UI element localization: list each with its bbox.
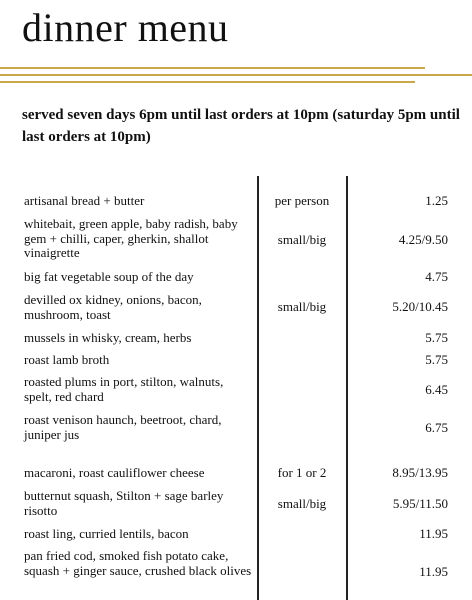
item-name: roast ling, curried lentils, bacon — [24, 526, 189, 541]
item-name: devilled ox kidney, onions, bacon, mushroom, toast — [24, 292, 202, 322]
item-name: big fat vegetable soup of the day — [24, 269, 194, 284]
item-name: roast lamb broth — [24, 352, 110, 367]
item-name: artisanal bread + butter — [24, 193, 145, 208]
item-price: 5.20/10.45 — [392, 299, 448, 314]
item-price: 4.75 — [425, 269, 448, 284]
item-name: mussels in whisky, cream, herbs — [24, 330, 192, 345]
item-name: whitebait, green apple, baby radish, baby gem + chilli, caper, gherkin, shallot vinaigrette — [24, 216, 238, 260]
item-size: per person — [274, 193, 330, 208]
item-price: 5.75 — [425, 352, 448, 367]
gold-rule-top — [0, 67, 425, 69]
item-size: small/big — [277, 299, 327, 314]
item-name: macaroni, roast cauliflower cheese — [24, 465, 205, 480]
item-price: 4.25/9.50 — [398, 232, 448, 247]
item-size: small/big — [277, 496, 327, 511]
item-price: 11.95 — [419, 564, 448, 579]
item-name: roast venison haunch, beetroot, chard, juniper jus — [24, 412, 222, 442]
item-size: small/big — [277, 232, 327, 247]
item-price: 8.95/13.95 — [392, 465, 448, 480]
item-price: 5.75 — [425, 330, 448, 345]
item-name: pan fried cod, smoked fish potato cake, squash + ginger sauce, crushed black olives — [24, 548, 252, 578]
item-price: 1.25 — [425, 193, 448, 208]
item-price: 5.95/11.50 — [392, 496, 448, 511]
item-size: for 1 or 2 — [277, 465, 327, 480]
item-price: 11.95 — [419, 526, 448, 541]
item-price: 6.75 — [425, 420, 448, 435]
item-name: butternut squash, Stilton + sage barley risotto — [24, 488, 224, 518]
service-hours: served seven days 6pm until last orders at 10pm (saturday 5pm until last orders at 10pm) — [22, 107, 460, 145]
item-name: roasted plums in port, stilton, walnuts, spelt, red chard — [24, 374, 224, 404]
column-divider-right — [346, 176, 348, 600]
page-title: dinner menu — [22, 5, 229, 50]
gold-rule-middle — [0, 74, 472, 76]
gold-rule-bottom — [0, 81, 415, 83]
item-price: 6.45 — [425, 382, 448, 397]
